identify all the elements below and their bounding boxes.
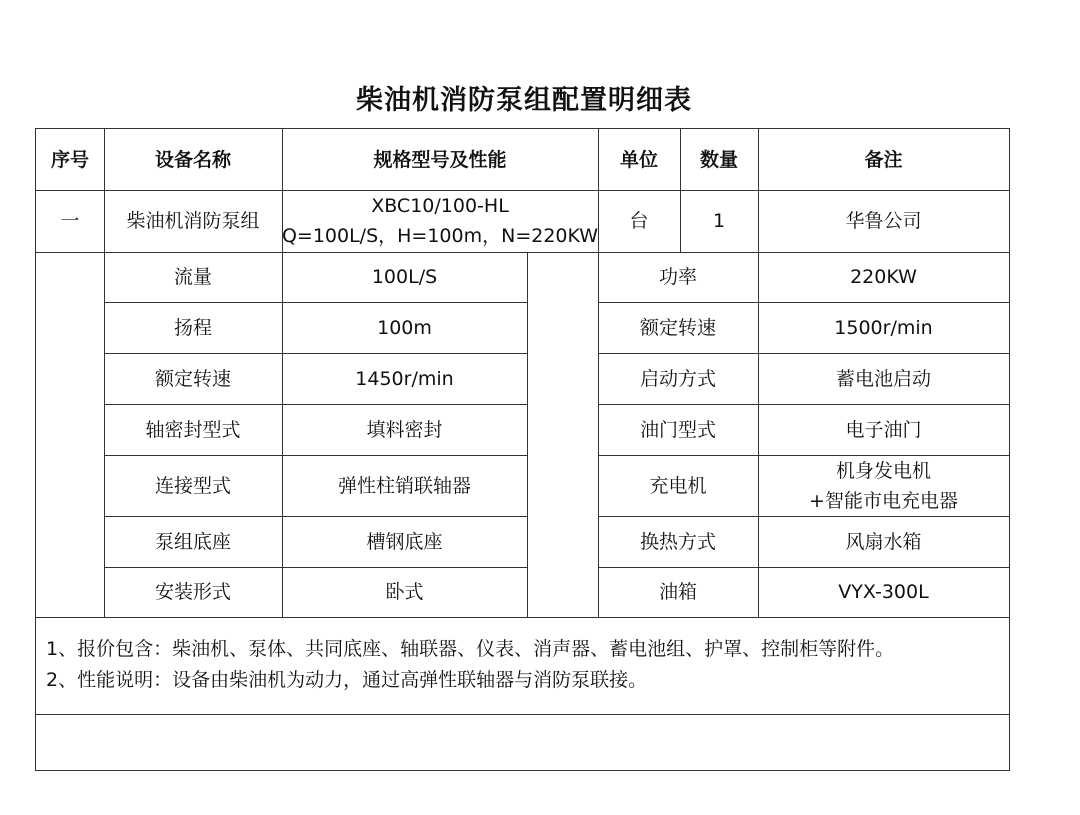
header-unit: 单位 bbox=[619, 148, 658, 171]
param-value: 1450r/min bbox=[355, 367, 454, 390]
param-value: 电子油门 bbox=[845, 418, 922, 441]
notes-section bbox=[46, 634, 894, 696]
param-label: 轴密封型式 bbox=[145, 418, 241, 441]
param-label: 安装形式 bbox=[154, 581, 231, 603]
param-label: 油门型式 bbox=[639, 418, 716, 441]
item-spec bbox=[282, 190, 598, 252]
header-qty: 数量 bbox=[699, 148, 738, 171]
param-label: 泵组底座 bbox=[154, 530, 231, 553]
config-table bbox=[35, 128, 1010, 771]
param-value: 卧式 bbox=[385, 581, 424, 603]
param-label: 油箱 bbox=[658, 581, 697, 603]
charger-line-1: 机身发电机 bbox=[835, 459, 931, 482]
header-seq: 序号 bbox=[50, 148, 89, 171]
param-value: 100m bbox=[377, 316, 432, 339]
footer-empty-row bbox=[36, 715, 1009, 770]
param-value: 槽钢底座 bbox=[366, 530, 443, 553]
param-label: 额定转速 bbox=[154, 367, 231, 390]
item-unit: 台 bbox=[629, 210, 649, 232]
param-label: 连接型式 bbox=[154, 474, 231, 497]
param-value: 蓄电池启动 bbox=[835, 367, 931, 390]
param-value: 风扇水箱 bbox=[845, 530, 922, 553]
page-title: 柴油机消防泵组配置明细表 bbox=[356, 85, 692, 116]
item-spec-model: XBC10/100-HL bbox=[371, 195, 509, 217]
param-label: 启动方式 bbox=[639, 367, 716, 390]
param-value: 填料密封 bbox=[366, 418, 443, 441]
param-value: VYX-300L bbox=[838, 581, 929, 603]
param-label: 功率 bbox=[658, 266, 697, 288]
param-label: 换热方式 bbox=[639, 530, 716, 553]
param-label: 流量 bbox=[173, 266, 212, 288]
item-remark: 华鲁公司 bbox=[845, 210, 922, 232]
header-remark: 备注 bbox=[864, 148, 903, 171]
note-1: 1、报价包含：柴油机、泵体、共同底座、轴联器、仪表、消声器、蓄电池组、护罩、控制柜等附件。 bbox=[46, 638, 895, 660]
header-spec: 规格型号及性能 bbox=[373, 148, 507, 171]
param-value: 220KW bbox=[850, 266, 917, 288]
param-value: 1500r/min bbox=[834, 316, 933, 339]
param-value: 100L/S bbox=[371, 266, 438, 288]
item-qty: 1 bbox=[712, 210, 726, 232]
param-label: 额定转速 bbox=[639, 316, 716, 339]
item-name: 柴油机消防泵组 bbox=[126, 210, 260, 232]
param-value: 弹性柱销联轴器 bbox=[337, 474, 471, 497]
header-device-name: 设备名称 bbox=[154, 148, 231, 171]
param-label: 充电机 bbox=[649, 474, 707, 497]
charger-line-2: +智能市电充电器 bbox=[809, 489, 958, 512]
item-seq: 一 bbox=[60, 210, 80, 232]
item-spec-performance: Q=100L/S，H=100m，N=220KW bbox=[281, 225, 599, 247]
param-value bbox=[758, 455, 1009, 516]
note-2: 2、性能说明：设备由柴油机为动力，通过高弹性联轴器与消防泵联接。 bbox=[46, 669, 648, 691]
param-label: 扬程 bbox=[173, 316, 212, 339]
